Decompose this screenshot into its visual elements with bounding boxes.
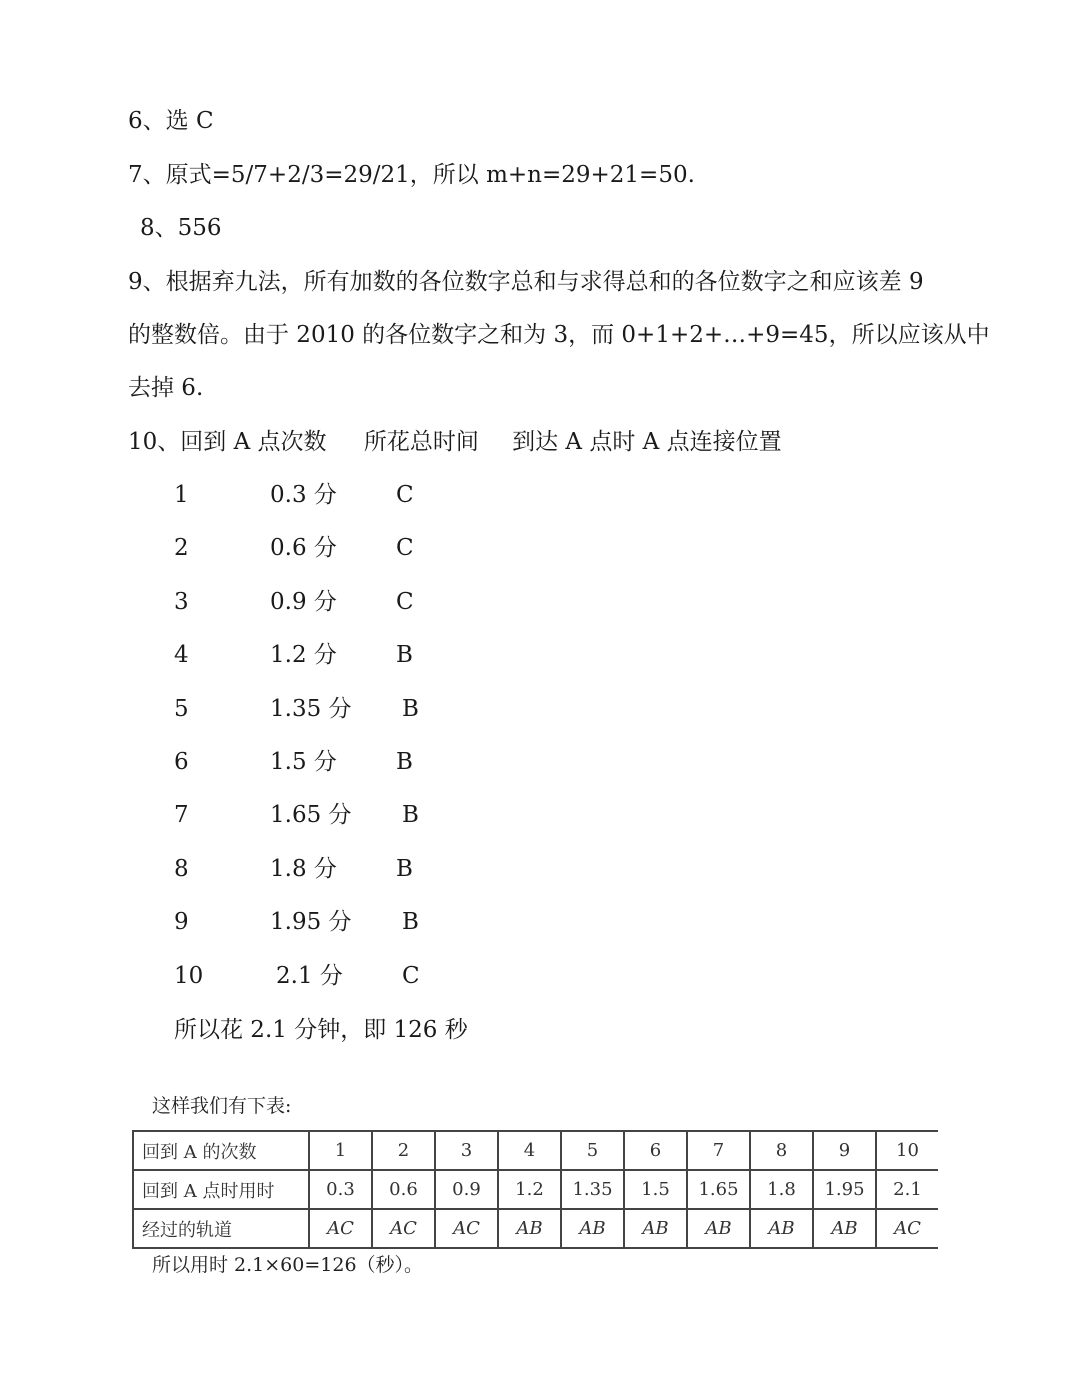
table-cell: 6 — [624, 1131, 687, 1170]
answer-6: 6、选 C — [128, 108, 214, 134]
row-time: 0.6 分 — [270, 535, 337, 562]
table-cell: 5 — [561, 1131, 624, 1170]
table-cell: 4 — [498, 1131, 561, 1170]
header-total-time: 所花总时间 — [363, 429, 479, 455]
table-cell: AB — [561, 1209, 624, 1248]
row-position: B — [402, 802, 419, 829]
table-cell: AC — [435, 1209, 498, 1248]
table-cell: AB — [624, 1209, 687, 1248]
table-cell: 9 — [813, 1131, 876, 1170]
row-time: 1.5 分 — [270, 748, 337, 775]
row-count: 5 — [174, 695, 189, 722]
row-count: 4 — [174, 642, 189, 669]
table-cell: 1.35 — [561, 1170, 624, 1209]
table-cell: 1.5 — [624, 1170, 687, 1209]
row-position: C — [396, 482, 414, 508]
table-cell: 0.6 — [372, 1170, 435, 1209]
table-cell: AB — [750, 1209, 813, 1248]
table-cell: 10 — [876, 1131, 938, 1170]
table-cell: AC — [309, 1209, 372, 1248]
row-time: 1.2 分 — [270, 642, 337, 669]
row-position: B — [396, 855, 413, 882]
row-count: 7 — [174, 802, 189, 829]
answer-10-header — [128, 427, 782, 457]
answer-8: 8、556 — [140, 215, 222, 241]
row-count: 10 — [174, 962, 204, 989]
table-cell: AC — [876, 1209, 938, 1248]
summary-intro: 这样我们有下表: — [152, 1095, 292, 1117]
table-cell: 7 — [687, 1131, 750, 1170]
table-cell: 1.95 — [813, 1170, 876, 1209]
table-cell: 0.3 — [309, 1170, 372, 1209]
row-time: 0.9 分 — [270, 588, 337, 615]
row-count: 1 — [174, 482, 189, 508]
table-row — [133, 1131, 938, 1170]
table-cell: 1.65 — [687, 1170, 750, 1209]
summary-footer: 所以用时 2.1×60=126（秒）。 — [152, 1254, 424, 1276]
table-cell: 2.1 — [876, 1170, 938, 1209]
row-time: 1.65 分 — [270, 802, 352, 829]
answer-9-line-1: 9、根据弃九法，所有加数的各位数字总和与求得总和的各位数字之和应该差 9 — [128, 269, 924, 295]
row-position: B — [402, 695, 419, 722]
row-time: 1.95 分 — [270, 909, 352, 936]
summary-table — [132, 1130, 938, 1249]
table-cell: AB — [687, 1209, 750, 1248]
answer-10-conclusion: 所以花 2.1 分钟，即 126 秒 — [174, 1017, 468, 1043]
table-cell: 0.9 — [435, 1170, 498, 1209]
table-cell: 2 — [372, 1131, 435, 1170]
table-cell: 8 — [750, 1131, 813, 1170]
row-count: 8 — [174, 855, 189, 882]
row-position: C — [396, 535, 414, 562]
table-cell: 1.8 — [750, 1170, 813, 1209]
row-position: B — [396, 642, 413, 669]
table-cell: 3 — [435, 1131, 498, 1170]
header-connect-position: 到达 A 点时 A 点连接位置 — [512, 429, 782, 455]
table-row — [133, 1170, 938, 1209]
table-cell: 回到 A 的次数 — [133, 1131, 309, 1170]
row-position: C — [402, 962, 420, 989]
row-time: 2.1 分 — [276, 962, 343, 989]
row-time: 1.8 分 — [270, 855, 337, 882]
row-position: B — [396, 748, 413, 775]
answer-7: 7、原式=5/7+2/3=29/21，所以 m+n=29+21=50. — [128, 162, 695, 188]
row-count: 9 — [174, 909, 189, 936]
table-cell: AB — [813, 1209, 876, 1248]
table-cell: 经过的轨道 — [133, 1209, 309, 1248]
table-cell: AB — [498, 1209, 561, 1248]
row-count: 6 — [174, 748, 189, 775]
row-position: C — [396, 588, 414, 615]
row-time: 1.35 分 — [270, 695, 352, 722]
table-cell: 回到 A 点时用时 — [133, 1170, 309, 1209]
answer-9-line-2: 的整数倍。由于 2010 的各位数字之和为 3，而 0+1+2+…+9=45，所以应该从中 — [128, 322, 990, 348]
row-count: 3 — [174, 588, 189, 615]
row-position: B — [402, 909, 419, 936]
table-cell: 1.2 — [498, 1170, 561, 1209]
answer-9-line-3: 去掉 6. — [128, 375, 204, 401]
row-time: 0.3 分 — [270, 482, 337, 508]
table-row — [133, 1209, 938, 1248]
table-cell: AC — [372, 1209, 435, 1248]
header-return-count: 10、回到 A 点次数 — [128, 429, 327, 455]
table-cell: 1 — [309, 1131, 372, 1170]
row-count: 2 — [174, 535, 189, 562]
